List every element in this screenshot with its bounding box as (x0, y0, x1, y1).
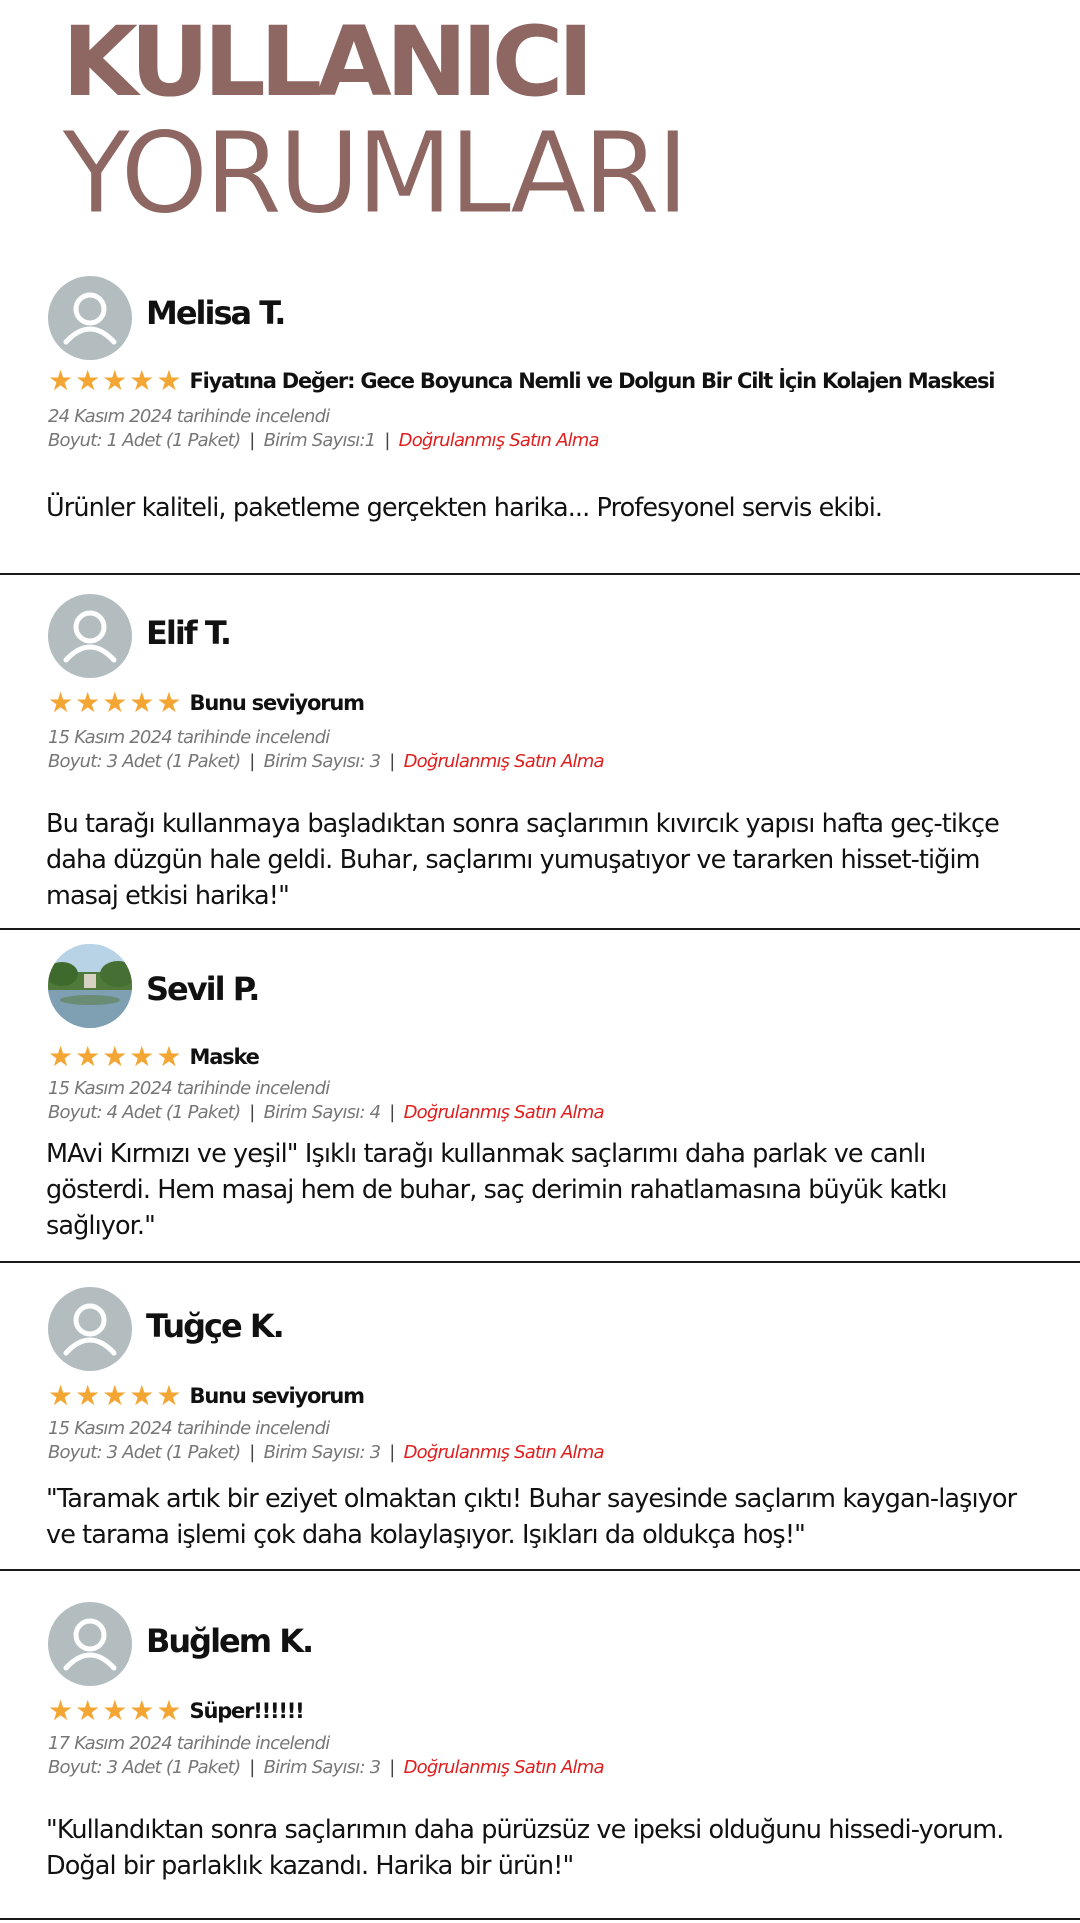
unit-count: Birim Sayısı: 4 (263, 1102, 381, 1123)
star-rating-icon: ★★★★★ (48, 1040, 184, 1073)
divider (0, 573, 1080, 575)
rating-row (48, 364, 994, 397)
reviewer-name: Melisa T. (146, 294, 285, 332)
star-rating-icon: ★★★★★ (48, 1694, 184, 1727)
divider (0, 1261, 1080, 1263)
rating-row (48, 1379, 364, 1412)
reviewer-name: Sevil P. (146, 970, 259, 1008)
verified-purchase-badge: Doğrulanmış Satın Alma (398, 430, 599, 451)
landscape-photo-avatar (48, 944, 132, 1028)
title-line-2: YORUMLARI (62, 109, 686, 239)
verified-purchase-badge: Doğrulanmış Satın Alma (403, 1442, 604, 1463)
review-text: Bu tarağı kullanmaya başladıktan sonra saçlarımın kıvırcık yapısı hafta geç-tikçe daha düzgün hale geldi. Buhar, saçlarımı yumuşatıyor ve tararken hisset-tiğim masaj etkisi harika!" (46, 809, 999, 911)
default-user-icon (48, 1602, 132, 1686)
product-size: Boyut: 3 Adet (1 Paket) (48, 1757, 241, 1778)
review-date: 17 Kasım 2024 tarihinde incelendi (48, 1733, 330, 1754)
product-size: Boyut: 4 Adet (1 Paket) (48, 1102, 241, 1123)
star-rating-icon: ★★★★★ (48, 364, 184, 397)
review-date: 15 Kasım 2024 tarihinde incelendi (48, 1078, 330, 1099)
separator: | (389, 1757, 395, 1778)
review-text: Ürünler kaliteli, paketleme gerçekten harika... Profesyonel servis ekibi. (46, 493, 883, 523)
separator: | (249, 751, 255, 772)
verified-purchase-badge: Doğrulanmış Satın Alma (403, 1757, 604, 1778)
review-meta (48, 1757, 604, 1778)
rating-row (48, 1040, 259, 1073)
review-headline: Maske (189, 1044, 259, 1069)
review-headline: Bunu seviyorum (189, 1383, 364, 1408)
review-meta (48, 1442, 604, 1463)
unit-count: Birim Sayısı: 3 (263, 1442, 381, 1463)
separator: | (249, 1442, 255, 1463)
product-size: Boyut: 3 Adet (1 Paket) (48, 1442, 241, 1463)
review-headline: Bunu seviyorum (189, 690, 364, 715)
unit-count: Birim Sayısı:1 (263, 430, 376, 451)
review-text: "Taramak artık bir eziyet olmaktan çıktı! Buhar sayesinde saçlarım kaygan-laşıyor ve tarama işlemi çok daha kolaylaşıyor. Işıkları da oldukça hoş!" (46, 1484, 1017, 1550)
star-rating-icon: ★★★★★ (48, 1379, 184, 1412)
reviewer-name: Elif T. (146, 614, 230, 652)
review-date: 15 Kasım 2024 tarihinde incelendi (48, 727, 330, 748)
divider (0, 1918, 1080, 1920)
default-user-icon (48, 594, 132, 678)
review-date: 15 Kasım 2024 tarihinde incelendi (48, 1418, 330, 1439)
product-size: Boyut: 3 Adet (1 Paket) (48, 751, 241, 772)
separator: | (389, 1442, 395, 1463)
rating-row (48, 1694, 304, 1727)
review-meta (48, 430, 599, 451)
review-meta (48, 1102, 604, 1123)
unit-count: Birim Sayısı: 3 (263, 751, 381, 772)
reviewer-name: Buğlem K. (146, 1622, 313, 1660)
review-headline: Fiyatına Değer: Gece Boyunca Nemli ve Dolgun Bir Cilt İçin Kolajen Maskesi (189, 368, 995, 393)
separator: | (249, 1757, 255, 1778)
default-user-icon (48, 276, 132, 360)
review-date: 24 Kasım 2024 tarihinde incelendi (48, 406, 330, 427)
reviewer-name: Tuğçe K. (146, 1307, 283, 1345)
review-text: "Kullandıktan sonra saçlarımın daha pürüzsüz ve ipeksi olduğunu hissedi-yorum. Doğal bir parlaklık kazandı. Harika bir ürün!" (46, 1815, 1004, 1881)
separator: | (389, 751, 395, 772)
review-meta (48, 751, 604, 772)
unit-count: Birim Sayısı: 3 (263, 1757, 381, 1778)
separator: | (384, 430, 390, 451)
divider (0, 928, 1080, 930)
default-user-icon (48, 1287, 132, 1371)
product-size: Boyut: 1 Adet (1 Paket) (48, 430, 241, 451)
rating-row (48, 686, 364, 719)
separator: | (249, 1102, 255, 1123)
divider (0, 1569, 1080, 1571)
verified-purchase-badge: Doğrulanmış Satın Alma (403, 751, 604, 772)
star-rating-icon: ★★★★★ (48, 686, 184, 719)
separator: | (249, 430, 255, 451)
separator: | (389, 1102, 395, 1123)
review-text: MAvi Kırmızı ve yeşil" Işıklı tarağı kullanmak saçlarımı daha parlak ve canlı gösterdi. Hem masaj hem de buhar, saç derimin rahatlamasına büyük katkı sağlıyor." (46, 1139, 947, 1241)
title-line-1: KULLANICI (62, 6, 588, 118)
verified-purchase-badge: Doğrulanmış Satın Alma (403, 1102, 604, 1123)
review-headline: Süper!!!!!! (189, 1698, 304, 1723)
